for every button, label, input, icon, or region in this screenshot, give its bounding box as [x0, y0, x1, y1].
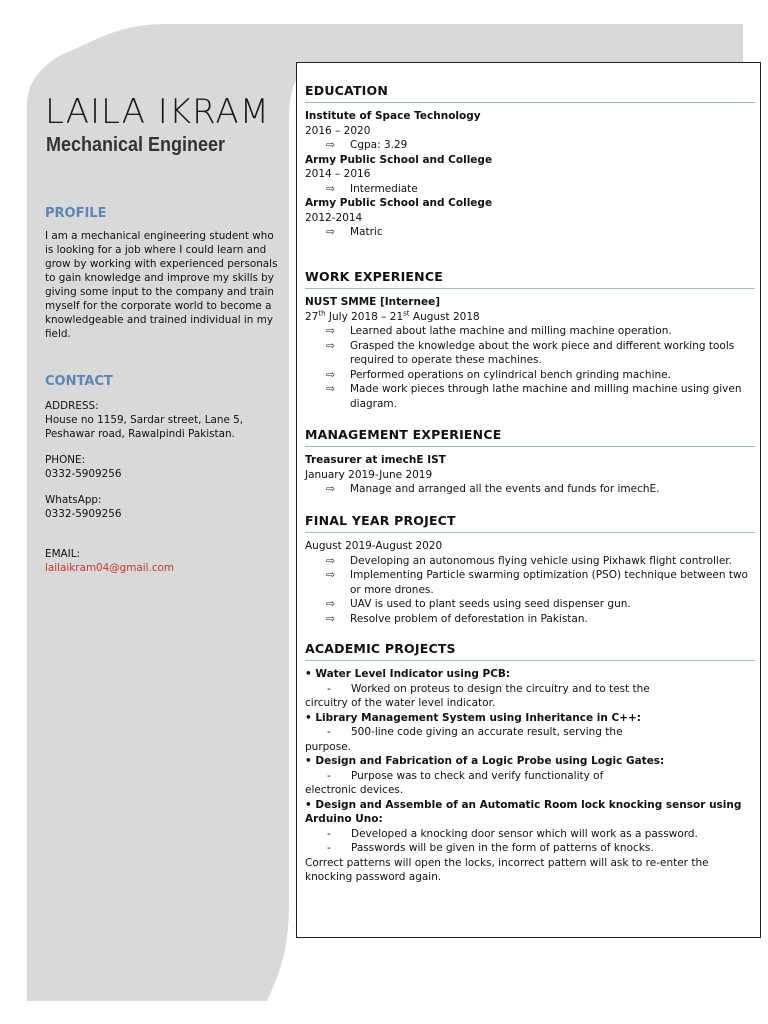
project-detail: - Passwords will be given in the form of patterns of knocks.: [327, 842, 654, 854]
whatsapp-value: 0332-5909256: [45, 508, 122, 520]
project-detail-cont: circuitry of the water level indicator.: [305, 697, 496, 709]
fyp-dates: August 2019-August 2020: [305, 540, 443, 552]
education-detail: ⇨ Cgpa: 3.29: [326, 139, 408, 151]
arrow-icon: ⇨: [326, 612, 335, 625]
fyp-bullet: ⇨ Resolve problem of deforestation in Pakistan.: [326, 612, 588, 625]
education-detail: ⇨ Intermediate: [326, 182, 418, 195]
project-title: • Water Level Indicator using PCB:: [305, 668, 511, 680]
project-detail: - Developed a knocking door sensor which will work as a password.: [327, 827, 698, 840]
fyp-bullet: ⇨ UAV is used to plant seeds using seed dispenser gun.: [326, 598, 631, 610]
academic-section: [305, 641, 755, 885]
whatsapp-label: WhatsApp:: [45, 494, 102, 506]
work-bullet: ⇨ Grasped the knowledge about the work piece and different working tools required to operate these machines.: [326, 339, 735, 366]
project-detail: - Worked on proteus to design the circuitry and to test the: [327, 682, 650, 695]
project-title: • Design and Assemble of an Automatic Room lock knocking sensor using Arduino Uno:: [305, 798, 742, 825]
email-label: EMAIL:: [45, 548, 80, 560]
education-years: 2012-2014: [305, 211, 363, 224]
phone-label: PHONE:: [45, 454, 86, 466]
work-bullet: ⇨ Performed operations on cylindrical bench grinding machine.: [326, 368, 671, 381]
project-detail-cont: Correct patterns will open the locks, incorrect pattern will ask to re-enter the knocking password again.: [305, 856, 709, 883]
arrow-icon: ⇨: [326, 383, 335, 395]
arrow-icon: ⇨: [326, 139, 335, 151]
fyp-section: [305, 513, 755, 626]
arrow-icon: ⇨: [326, 569, 335, 581]
education-years: 2016 – 2020: [305, 124, 371, 137]
work-dates: 27th July 2018 – 21st August 2018: [305, 309, 480, 323]
management-section: [305, 427, 755, 497]
fyp-heading: FINAL YEAR PROJECT: [305, 513, 755, 533]
contact-section: [45, 375, 285, 575]
work-heading: WORK EXPERIENCE: [305, 269, 755, 289]
arrow-icon: ⇨: [326, 368, 335, 381]
management-heading: MANAGEMENT EXPERIENCE: [305, 427, 755, 447]
profile-heading: PROFILE: [45, 206, 107, 221]
resume-content-frame: [296, 62, 761, 938]
arrow-icon: ⇨: [326, 483, 335, 495]
address-value: House no 1159, Sardar street, Lane 5, Peshawar road, Rawalpindi Pakistan.: [45, 414, 244, 440]
management-dates: January 2019-June 2019: [305, 468, 433, 481]
email-link[interactable]: lailaikram04@gmail.com: [45, 562, 175, 574]
project-title: • Design and Fabrication of a Logic Probe using Logic Gates:: [305, 755, 665, 767]
management-role: Treasurer at imechE IST: [305, 454, 446, 466]
education-school: Army Public School and College: [305, 153, 493, 166]
work-org: NUST SMME [Internee]: [305, 296, 440, 308]
address-label: ADDRESS:: [45, 400, 99, 412]
profile-text: I am a mechanical engineering student who is looking for a job where I could learn and grow by working with experienced personals to gain knowledge and improve my skills by giving some input to the company and train myself for the corporate world to become a knowledgeable and trained individual in my field.: [45, 230, 278, 340]
arrow-icon: ⇨: [326, 554, 335, 567]
education-section: [305, 83, 755, 240]
project-detail: - Purpose was to check and verify functionality of: [327, 769, 604, 782]
education-school: Institute of Space Technology: [305, 110, 481, 122]
education-heading: EDUCATION: [305, 83, 755, 103]
arrow-icon: ⇨: [326, 182, 335, 195]
fyp-bullet: ⇨ Implementing Particle swarming optimization (PSO) technique between two or more drones.: [326, 569, 748, 596]
management-bullet: ⇨ Manage and arranged all the events and funds for imechE.: [326, 483, 660, 495]
contact-heading: CONTACT: [45, 374, 113, 389]
education-years: 2014 – 2016: [305, 168, 371, 180]
work-bullet: ⇨ Made work pieces through lathe machine and milling machine using given diagram.: [326, 383, 742, 410]
arrow-icon: ⇨: [326, 325, 335, 337]
work-section: [305, 269, 755, 411]
project-detail: - 500-line code giving an accurate result, serving the: [327, 726, 623, 738]
phone-value: 0332-5909256: [45, 468, 122, 480]
fyp-bullet: ⇨ Developing an autonomous flying vehicle using Pixhawk flight controller.: [326, 554, 732, 567]
profile-section: [45, 207, 285, 341]
education-school: Army Public School and College: [305, 197, 493, 209]
project-title: • Library Management System using Inheritance in C++:: [305, 711, 641, 724]
work-bullet: ⇨ Learned about lathe machine and milling machine operation.: [326, 325, 672, 337]
academic-heading: ACADEMIC PROJECTS: [305, 641, 755, 661]
candidate-title: Mechanical Engineer: [46, 134, 226, 156]
education-detail: ⇨ Matric: [326, 226, 383, 238]
arrow-icon: ⇨: [326, 226, 335, 238]
candidate-name: LAILA IKRAM: [45, 92, 270, 132]
project-detail-cont: electronic devices.: [305, 784, 404, 796]
arrow-icon: ⇨: [326, 339, 335, 352]
arrow-icon: ⇨: [326, 598, 335, 610]
project-detail-cont: purpose.: [305, 740, 351, 753]
